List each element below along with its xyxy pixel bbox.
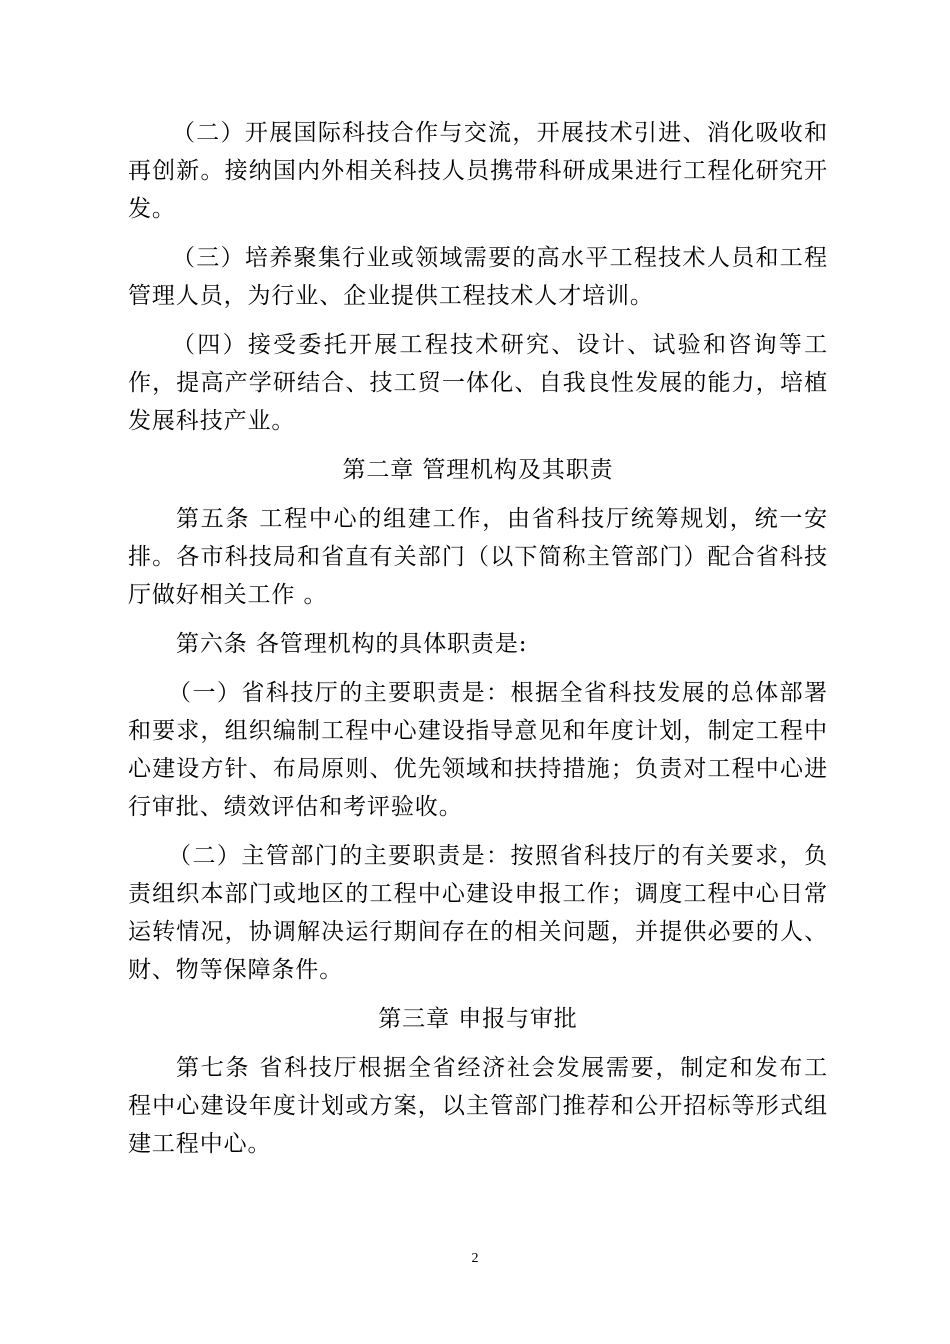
document-body	[128, 114, 828, 1174]
chapter-heading: 第三章 申报与审批	[378, 1006, 578, 1032]
chapter-heading: 第二章 管理机构及其职责	[342, 457, 614, 483]
body-paragraph: （一）省科技厅的主要职责是：根据全省科技发展的总体部署和要求，组织编制工程中心建设指导意见和年度计划，制定工程中心建设方针、布局原则、优先领域和扶持措施；负责对工程中心进行审批、绩效评估和考评验收。	[128, 680, 828, 820]
body-paragraph: （二）主管部门的主要职责是：按照省科技厅的有关要求，负责组织本部门或地区的工程中心建设申报工作；调度工程中心日常运转情况，协调解决运行期间存在的相关问题，并提供必要的人、财、物等保障条件。	[128, 843, 828, 983]
body-paragraph: 第五条 工程中心的组建工作，由省科技厅统筹规划，统一安排。各市科技局和省直有关部门（以下简称主管部门）配合省科技厅做好相关工作 。	[128, 506, 828, 608]
body-paragraph: 第七条 省科技厅根据全省经济社会发展需要，制定和发布工程中心建设年度计划或方案，以主管部门推荐和公开招标等形式组建工程中心。	[128, 1055, 828, 1157]
body-paragraph: （四）接受委托开展工程技术研究、设计、试验和咨询等工作，提高产学研结合、技工贸一体化、自我良性发展的能力，培植发展科技产业。	[128, 332, 828, 434]
body-paragraph: （三）培养聚集行业或领域需要的高水平工程技术人员和工程管理人员，为行业、企业提供工程技术人才培训。	[128, 245, 828, 309]
page-number: 2	[471, 1251, 479, 1266]
body-paragraph: 第六条 各管理机构的具体职责是:	[176, 631, 528, 657]
body-paragraph: （二）开展国际科技合作与交流，开展技术引进、消化吸收和再创新。接纳国内外相关科技人员携带科研成果进行工程化研究开发。	[128, 120, 828, 222]
